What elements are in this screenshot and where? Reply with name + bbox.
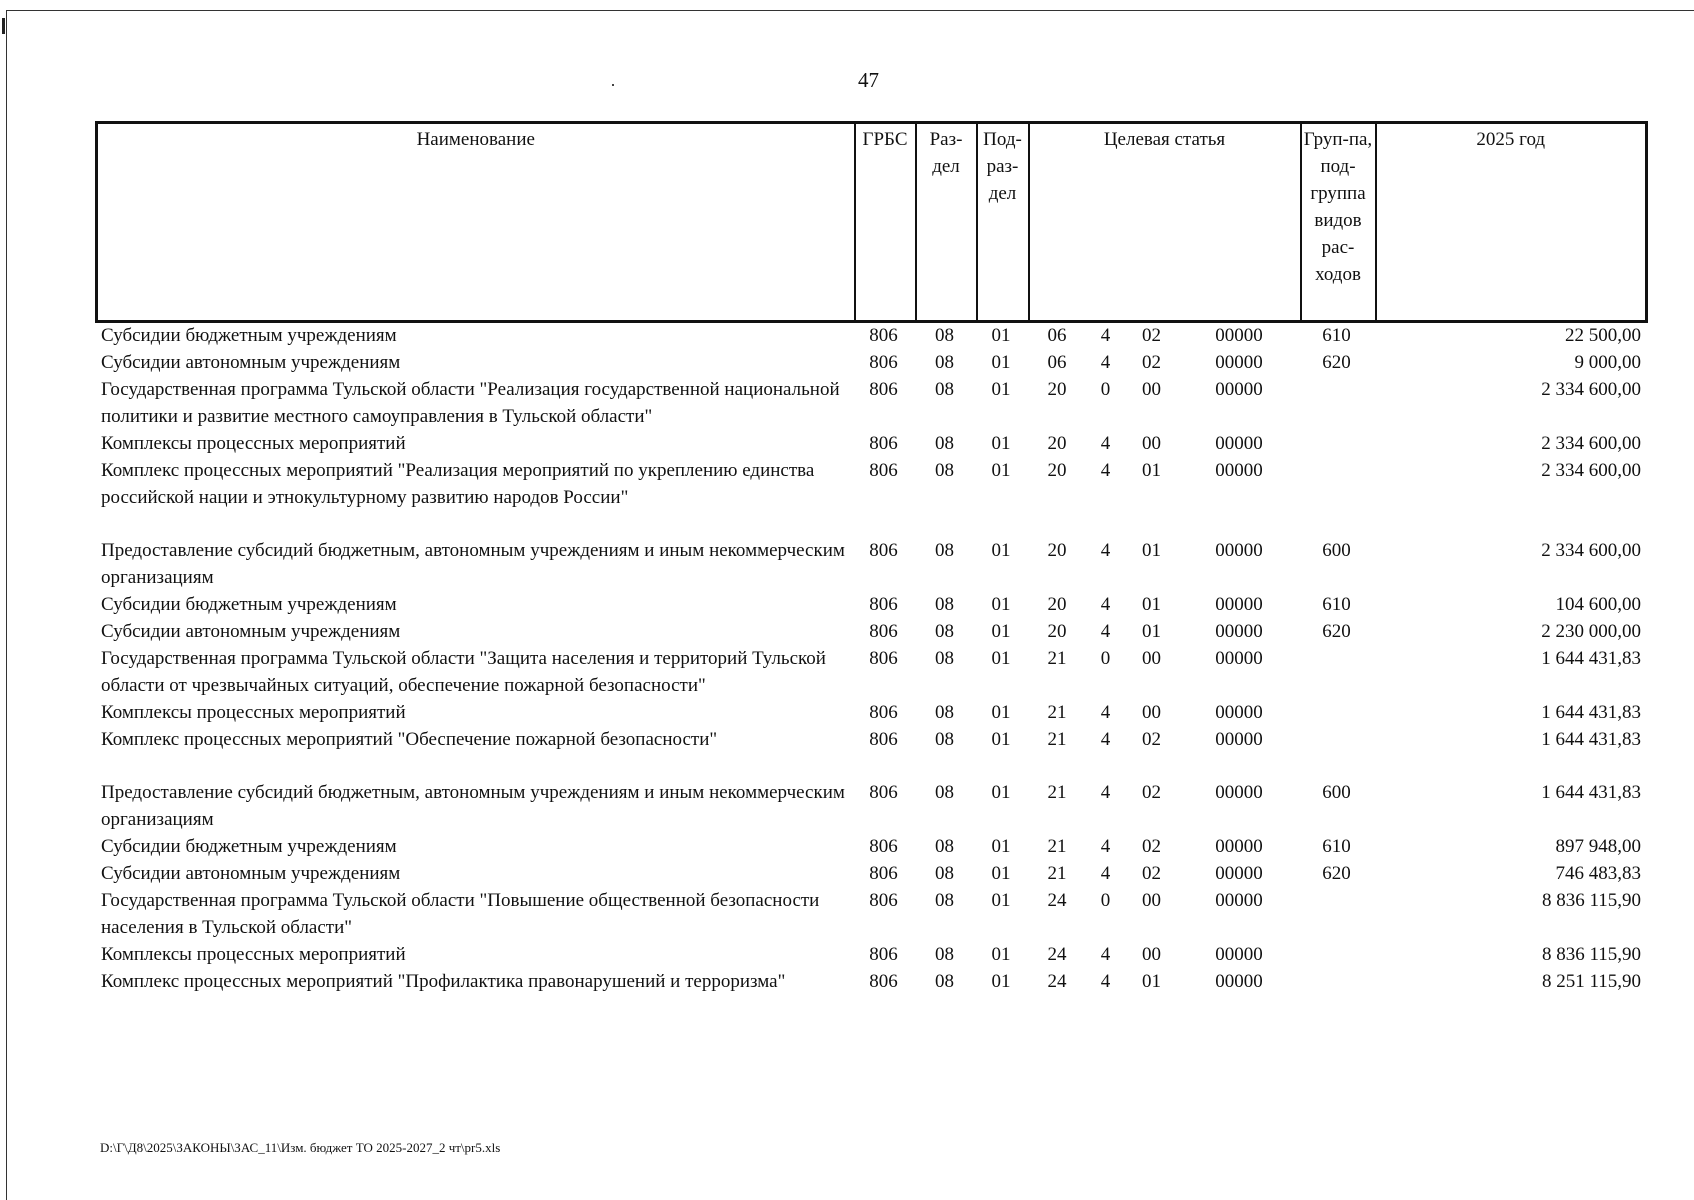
table-row [95, 726, 1645, 779]
row-expense-group [1299, 968, 1374, 995]
row-target-structure: 00 [1142, 379, 1161, 400]
row-target-type: 4 [1100, 325, 1111, 346]
row-name: Комплексы процессных мероприятий [101, 702, 406, 723]
table-row [95, 322, 1645, 349]
table-row [95, 430, 1645, 457]
row-section: 08 [935, 621, 954, 642]
row-name: Предоставление субсидий бюджетным, автономным учреждениям и иным некоммерческим организациям [101, 782, 845, 830]
row-amount-2025: 22 500,00 [1565, 325, 1641, 346]
row-expense-group [1299, 726, 1374, 779]
row-target-direction: 00000 [1215, 648, 1263, 669]
row-target-direction: 00000 [1215, 379, 1263, 400]
row-grbs: 806 [869, 702, 898, 723]
page-number: 47 [858, 68, 879, 92]
scan-border-top [6, 10, 1694, 11]
row-expense-group: 620 [1322, 621, 1351, 642]
row-target-program: 20 [1047, 379, 1067, 400]
row-grbs: 806 [869, 621, 898, 642]
row-section: 08 [935, 863, 954, 884]
table-row [95, 645, 1645, 699]
row-subsection: 01 [991, 379, 1011, 400]
row-amount-2025: 2 334 600,00 [1541, 540, 1641, 561]
row-target-structure: 00 [1142, 890, 1161, 911]
row-target-program: 06 [1047, 352, 1067, 373]
row-grbs: 806 [869, 460, 898, 481]
scan-mark [2, 18, 5, 34]
header-year: 2025 год [1376, 123, 1647, 322]
row-target-structure: 02 [1142, 325, 1161, 346]
row-target-direction: 00000 [1215, 325, 1263, 346]
row-grbs: 806 [869, 944, 898, 965]
row-target-type: 4 [1100, 729, 1111, 750]
row-target-type: 0 [1100, 648, 1111, 669]
row-expense-group [1299, 887, 1374, 941]
row-target-type: 4 [1100, 971, 1111, 992]
row-grbs: 806 [869, 863, 898, 884]
row-amount-2025: 746 483,83 [1555, 863, 1641, 884]
row-section: 08 [935, 540, 954, 561]
row-name: Комплекс процессных мероприятий "Реализация мероприятий по укреплению единства российской нации и этнокультурному развитию народов России" [101, 460, 815, 508]
row-amount-2025: 1 644 431,83 [1541, 782, 1641, 803]
row-target-type: 4 [1100, 433, 1111, 454]
row-amount-2025: 897 948,00 [1555, 836, 1641, 857]
scan-dot [612, 84, 614, 86]
row-grbs: 806 [869, 540, 898, 561]
row-target-type: 0 [1100, 890, 1111, 911]
row-target-program: 21 [1047, 648, 1067, 669]
row-expense-group: 600 [1322, 782, 1351, 803]
row-amount-2025: 2 334 600,00 [1541, 460, 1641, 481]
row-expense-group [1299, 699, 1374, 726]
row-expense-group: 610 [1322, 594, 1351, 615]
row-name: Комплексы процессных мероприятий [101, 433, 406, 454]
row-section: 08 [935, 325, 954, 346]
row-amount-2025: 1 644 431,83 [1541, 702, 1641, 723]
row-target-program: 21 [1047, 863, 1067, 884]
row-target-structure: 02 [1142, 782, 1161, 803]
row-target-program: 20 [1047, 540, 1067, 561]
row-grbs: 806 [869, 971, 898, 992]
row-grbs: 806 [869, 352, 898, 373]
row-target-direction: 00000 [1215, 944, 1263, 965]
row-target-structure: 02 [1142, 836, 1161, 857]
row-amount-2025: 9 000,00 [1574, 352, 1641, 373]
row-target-program: 21 [1047, 702, 1067, 723]
row-expense-group: 620 [1322, 352, 1351, 373]
row-subsection: 01 [991, 890, 1011, 911]
row-section: 08 [935, 890, 954, 911]
header-group: Груп-па, под-группа видов рас-ходов [1301, 123, 1376, 322]
row-target-program: 21 [1047, 782, 1067, 803]
row-target-direction: 00000 [1215, 460, 1263, 481]
row-target-direction: 00000 [1215, 433, 1263, 454]
table-row [95, 591, 1645, 618]
row-expense-group: 610 [1322, 325, 1351, 346]
row-name: Субсидии бюджетным учреждениям [101, 325, 397, 346]
row-subsection: 01 [991, 782, 1011, 803]
row-amount-2025: 2 334 600,00 [1541, 379, 1641, 400]
row-name: Субсидии автономным учреждениям [101, 352, 401, 373]
table-row [95, 887, 1645, 941]
row-name: Государственная программа Тульской области "Реализация государственной национальной политики и развитие местного самоуправления в Тульской области" [101, 379, 840, 427]
table-row [95, 941, 1645, 968]
row-target-structure: 02 [1142, 863, 1161, 884]
row-section: 08 [935, 460, 954, 481]
row-section: 08 [935, 729, 954, 750]
row-target-program: 20 [1047, 460, 1067, 481]
row-subsection: 01 [991, 621, 1011, 642]
row-target-structure: 01 [1142, 594, 1161, 615]
row-grbs: 806 [869, 648, 898, 669]
row-subsection: 01 [991, 729, 1011, 750]
row-target-program: 20 [1047, 433, 1067, 454]
table-row [95, 537, 1645, 591]
row-amount-2025: 104 600,00 [1555, 594, 1641, 615]
row-target-type: 4 [1100, 594, 1111, 615]
table-row [95, 376, 1645, 430]
row-amount-2025: 8 251 115,90 [1541, 971, 1641, 992]
row-subsection: 01 [991, 971, 1011, 992]
row-subsection: 01 [991, 944, 1011, 965]
row-target-type: 0 [1100, 379, 1111, 400]
row-target-program: 24 [1047, 971, 1067, 992]
table-row [95, 457, 1645, 537]
row-target-type: 4 [1100, 944, 1111, 965]
row-expense-group [1299, 430, 1374, 457]
row-subsection: 01 [991, 352, 1011, 373]
row-subsection: 01 [991, 540, 1011, 561]
row-grbs: 806 [869, 433, 898, 454]
header-target: Целевая статья [1029, 123, 1301, 322]
row-target-type: 4 [1100, 702, 1111, 723]
row-subsection: 01 [991, 863, 1011, 884]
table-row [95, 349, 1645, 376]
row-section: 08 [935, 782, 954, 803]
table-row [95, 968, 1645, 995]
row-subsection: 01 [991, 648, 1011, 669]
row-target-structure: 01 [1142, 540, 1161, 561]
row-grbs: 806 [869, 379, 898, 400]
row-name: Комплексы процессных мероприятий [101, 944, 406, 965]
row-subsection: 01 [991, 702, 1011, 723]
table-row [95, 779, 1645, 833]
row-target-program: 21 [1047, 729, 1067, 750]
row-target-type: 4 [1100, 863, 1111, 884]
row-name: Субсидии автономным учреждениям [101, 863, 401, 884]
row-target-program: 06 [1047, 325, 1067, 346]
row-expense-group: 610 [1322, 836, 1351, 857]
row-subsection: 01 [991, 594, 1011, 615]
row-target-structure: 00 [1142, 702, 1161, 723]
row-subsection: 01 [991, 433, 1011, 454]
row-target-program: 20 [1047, 621, 1067, 642]
row-amount-2025: 8 836 115,90 [1541, 890, 1641, 911]
row-amount-2025: 1 644 431,83 [1541, 729, 1641, 750]
row-target-type: 4 [1100, 836, 1111, 857]
budget-table [95, 322, 1645, 995]
row-subsection: 01 [991, 836, 1011, 857]
row-section: 08 [935, 379, 954, 400]
row-target-structure: 01 [1142, 971, 1161, 992]
row-target-program: 20 [1047, 594, 1067, 615]
row-target-direction: 00000 [1215, 594, 1263, 615]
row-target-direction: 00000 [1215, 890, 1263, 911]
header-name: Наименование [97, 123, 855, 322]
row-target-program: 24 [1047, 890, 1067, 911]
row-grbs: 806 [869, 729, 898, 750]
row-amount-2025: 2 230 000,00 [1541, 621, 1641, 642]
row-target-structure: 00 [1142, 944, 1161, 965]
row-subsection: 01 [991, 325, 1011, 346]
row-expense-group [1299, 645, 1374, 699]
row-target-direction: 00000 [1215, 863, 1263, 884]
row-name: Субсидии бюджетным учреждениям [101, 594, 397, 615]
row-name: Субсидии бюджетным учреждениям [101, 836, 397, 857]
header-subsection: Под-раз-дел [977, 123, 1029, 322]
row-expense-group [1299, 941, 1374, 968]
row-section: 08 [935, 702, 954, 723]
table-row [95, 699, 1645, 726]
row-amount-2025: 8 836 115,90 [1541, 944, 1641, 965]
row-name: Государственная программа Тульской области "Защита населения и территорий Тульской области от чрезвычайных ситуаций, обеспечение пожарной безопасности" [101, 648, 826, 696]
row-target-direction: 00000 [1215, 702, 1263, 723]
row-amount-2025: 2 334 600,00 [1541, 433, 1641, 454]
header-section: Раз-дел [916, 123, 977, 322]
row-section: 08 [935, 971, 954, 992]
row-target-direction: 00000 [1215, 782, 1263, 803]
row-target-structure: 01 [1142, 460, 1161, 481]
row-target-direction: 00000 [1215, 836, 1263, 857]
row-target-type: 4 [1100, 352, 1111, 373]
row-grbs: 806 [869, 836, 898, 857]
row-subsection: 01 [991, 460, 1011, 481]
row-target-type: 4 [1100, 782, 1111, 803]
row-name: Субсидии автономным учреждениям [101, 621, 401, 642]
table-row [95, 860, 1645, 887]
row-target-structure: 02 [1142, 352, 1161, 373]
row-target-direction: 00000 [1215, 621, 1263, 642]
row-target-direction: 00000 [1215, 729, 1263, 750]
row-target-structure: 00 [1142, 433, 1161, 454]
row-section: 08 [935, 352, 954, 373]
row-target-type: 4 [1100, 460, 1111, 481]
row-expense-group [1299, 376, 1374, 430]
row-target-type: 4 [1100, 621, 1111, 642]
row-section: 08 [935, 648, 954, 669]
row-expense-group [1299, 457, 1374, 537]
row-target-structure: 01 [1142, 621, 1161, 642]
row-expense-group: 600 [1322, 540, 1351, 561]
row-target-structure: 02 [1142, 729, 1161, 750]
row-target-direction: 00000 [1215, 971, 1263, 992]
row-grbs: 806 [869, 890, 898, 911]
row-amount-2025: 1 644 431,83 [1541, 648, 1641, 669]
table-row [95, 618, 1645, 645]
row-name: Комплекс процессных мероприятий "Обеспечение пожарной безопасности" [101, 729, 718, 750]
row-name: Государственная программа Тульской области "Повышение общественной безопасности населения в Тульской области" [101, 890, 820, 938]
table-header [95, 121, 1648, 323]
header-grbs: ГРБС [855, 123, 916, 322]
row-target-type: 4 [1100, 540, 1111, 561]
row-name: Комплекс процессных мероприятий "Профилактика правонарушений и терроризма" [101, 971, 786, 992]
scan-border-left [6, 10, 7, 1200]
row-section: 08 [935, 594, 954, 615]
row-name: Предоставление субсидий бюджетным, автономным учреждениям и иным некоммерческим организациям [101, 540, 845, 588]
row-target-program: 21 [1047, 836, 1067, 857]
row-section: 08 [935, 433, 954, 454]
row-target-program: 24 [1047, 944, 1067, 965]
table-row [95, 833, 1645, 860]
row-expense-group: 620 [1322, 863, 1351, 884]
file-path: D:\Г\Д8\2025\ЗАКОНЫ\ЗАС_11\Изм. бюджет ТО 2025-2027_2 чт\pr5.xls [100, 1140, 501, 1155]
row-grbs: 806 [869, 325, 898, 346]
row-target-direction: 00000 [1215, 540, 1263, 561]
row-grbs: 806 [869, 594, 898, 615]
row-section: 08 [935, 944, 954, 965]
row-section: 08 [935, 836, 954, 857]
row-grbs: 806 [869, 782, 898, 803]
row-target-structure: 00 [1142, 648, 1161, 669]
row-target-direction: 00000 [1215, 352, 1263, 373]
